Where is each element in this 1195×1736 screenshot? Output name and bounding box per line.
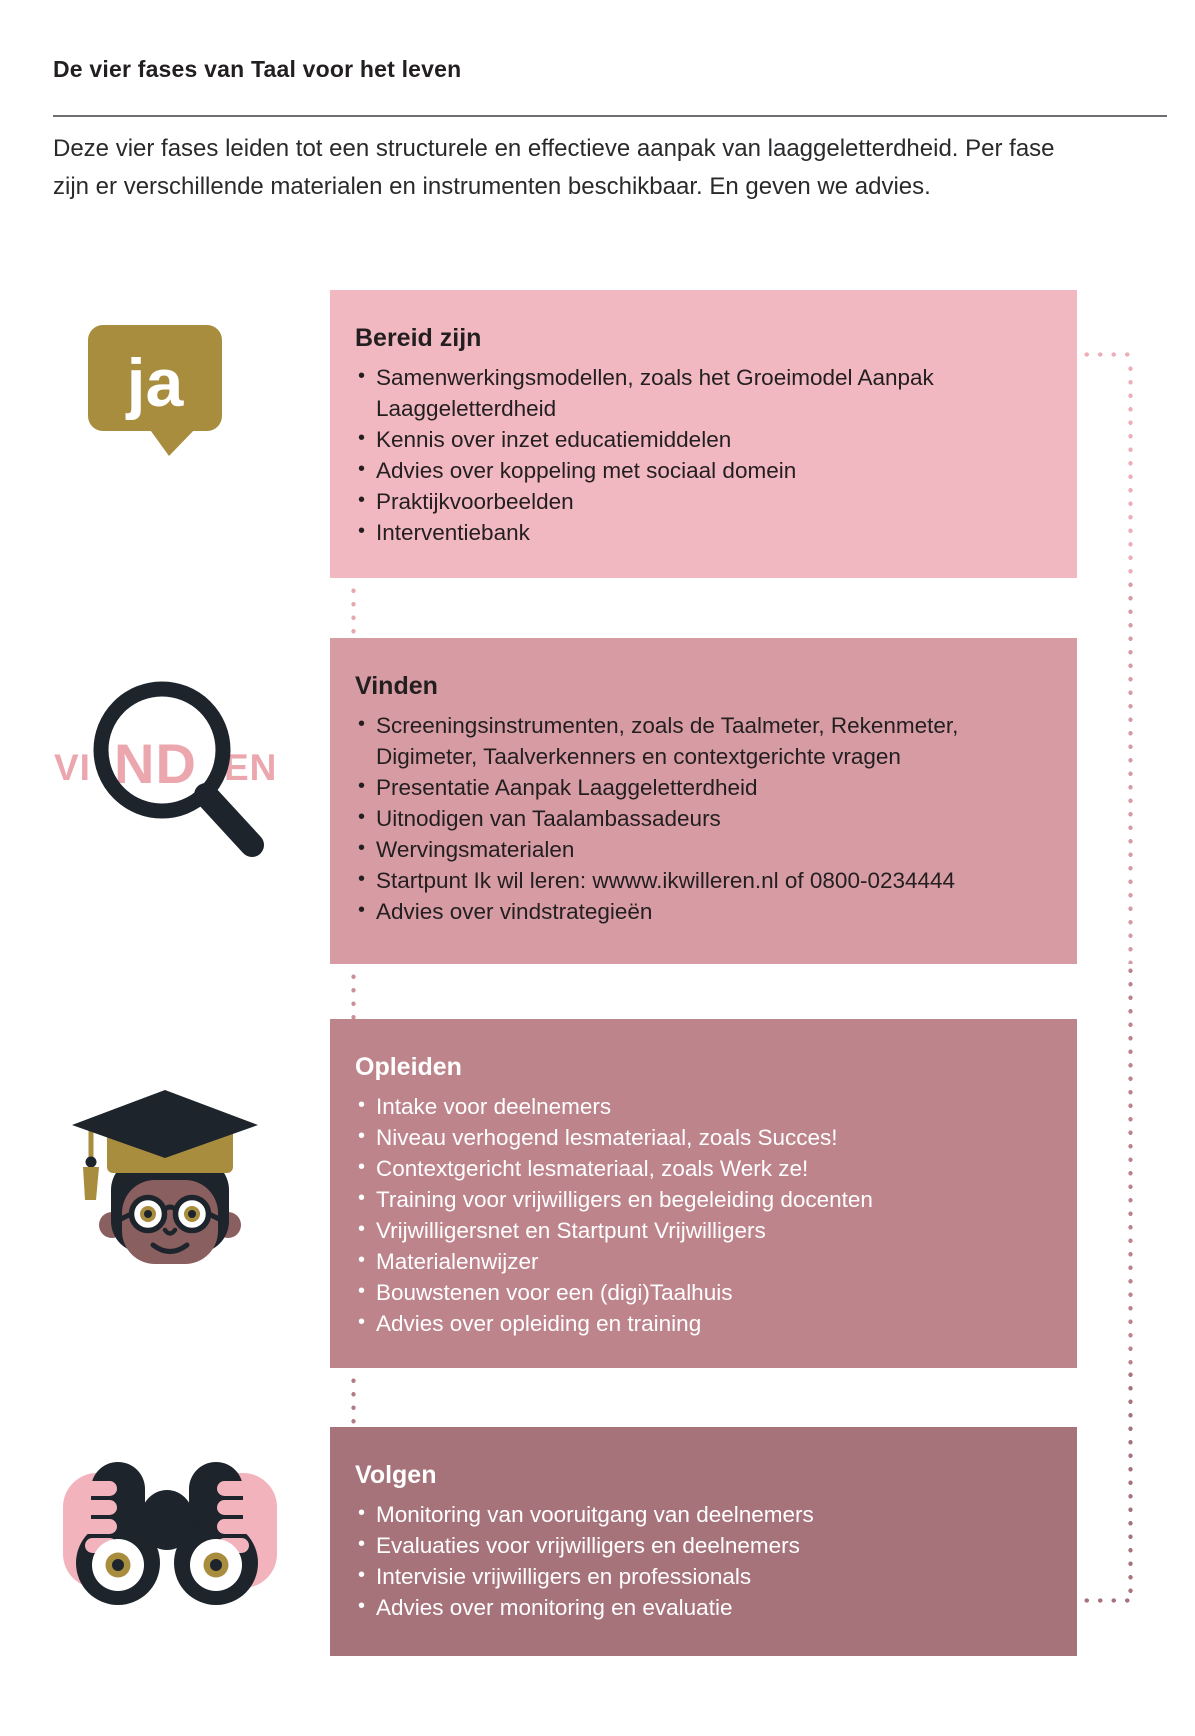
box-link-dots-3-4 [351,1374,356,1427]
phase-item: • Advies over monitoring en evaluatie [355,1592,989,1623]
flow-connector-segment-4 [1128,1368,1133,1598]
phase-item: • Uitnodigen van Taalambassadeurs [355,803,989,834]
title-divider [53,115,1167,117]
phase-title: Volgen [355,1461,437,1489]
phase-item-list [355,1091,989,1339]
binoculars-icon [55,1415,285,1610]
phase-item: • Screeningsinstrumenten, zoals de Taalmeter, Rekenmeter, Digimeter, Taalverkenners en contextgerichte vragen [355,710,989,772]
box-link-dots-2-3 [351,970,356,1019]
phase-item: • Vrijwilligersnet en Startpunt Vrijwilligers [355,1215,989,1246]
phase-item: • Advies over vindstrategieën [355,896,989,927]
phase-item: • Training voor vrijwilligers en begeleiding docenten [355,1184,989,1215]
phase-box-vinden [330,638,1077,964]
vinden-wordmark-center: ND [114,732,197,795]
vinden-wordmark-right: EN [224,747,278,788]
phase-item-list [355,710,989,927]
phase-title: Vinden [355,672,438,700]
vinden-wordmark-left: VI [54,747,91,788]
phase-item: • Niveau verhogend lesmateriaal, zoals Succes! [355,1122,989,1153]
phase-item: • Startpunt Ik wil leren: wwww.ikwilleren.nl of 0800-0234444 [355,865,989,896]
flow-connector-bottom [1080,1598,1130,1603]
flow-connector-segment-1 [1128,362,1133,578]
phase-item: • Intake voor deelnemers [355,1091,989,1122]
phase-item: • Kennis over inzet educatiemiddelen [355,424,989,455]
phase-item: • Wervingsmaterialen [355,834,989,865]
phase-item: • Presentatie Aanpak Laaggeletterdheid [355,772,989,803]
ja-speech-bubble-icon [85,322,245,462]
phase-item: • Evaluaties voor vrijwilligers en deelnemers [355,1530,989,1561]
flow-connector-top [1080,352,1132,357]
phase-title: Opleiden [355,1053,462,1081]
phase-box-volgen [330,1427,1077,1656]
phase-item: • Intervisie vrijwilligers en professionals [355,1561,989,1592]
phase-item: • Bouwstenen voor een (digi)Taalhuis [355,1277,989,1308]
phase-item: • Advies over opleiding en training [355,1308,989,1339]
flow-connector-segment-3 [1128,964,1133,1368]
flow-connector-segment-2 [1128,578,1133,964]
phase-box-opleiden [330,1019,1077,1368]
intro-paragraph: Deze vier fases leiden tot een structurele en effectieve aanpak van laaggeletterdheid. Per fase zijn er verschillende materialen en instrumenten beschikbaar. En geven we advies. [53,135,1055,200]
phase-item: • Praktijkvoorbeelden [355,486,989,517]
phase-item: • Samenwerkingsmodellen, zoals het Groeimodel Aanpak Laaggeletterdheid [355,362,989,424]
magnifier-vinden-icon [48,655,294,870]
phase-title: Bereid zijn [355,324,482,352]
phase-item: • Monitoring van vooruitgang van deelnemers [355,1499,989,1530]
phase-item: • Materialenwijzer [355,1246,989,1277]
magnifier-glass-icon [48,655,294,870]
graduate-icon [55,1030,285,1265]
phase-item-list [355,362,989,548]
page-title: De vier fases van Taal voor het leven [53,56,462,82]
phase-item: • Advies over koppeling met sociaal domein [355,455,989,486]
box-link-dots-1-2 [351,584,356,638]
phase-item-list [355,1499,989,1623]
phase-item: • Contextgericht lesmateriaal, zoals Werk ze! [355,1153,989,1184]
phase-box-bereid-zijn [330,290,1077,578]
phase-item: • Interventiebank [355,517,989,548]
ja-bubble-text: ja [126,345,184,421]
